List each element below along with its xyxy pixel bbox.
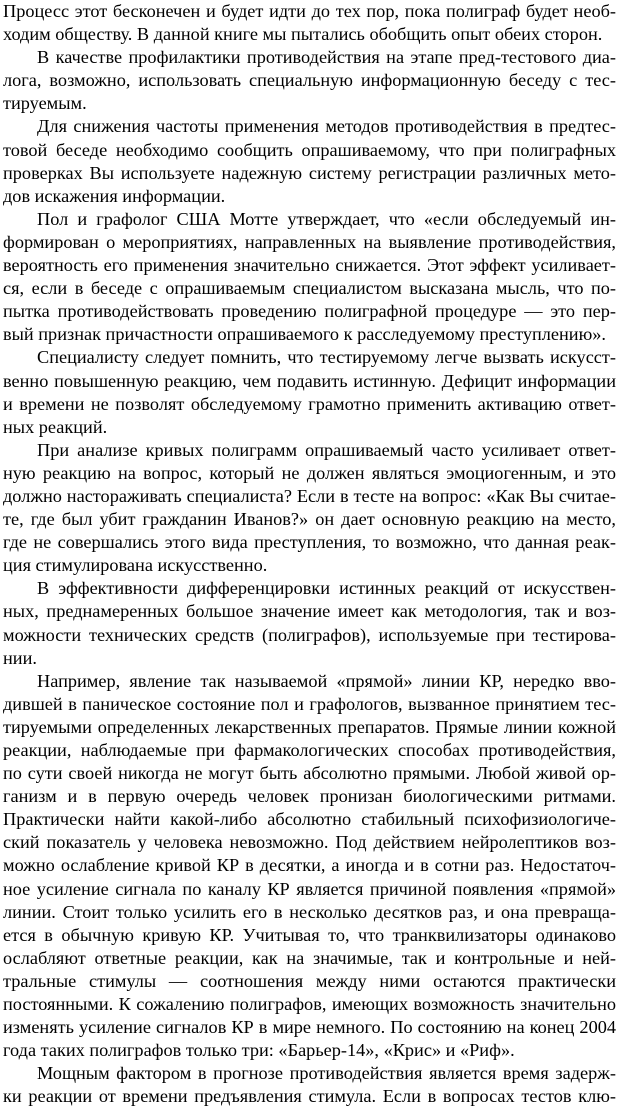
text-line: тируемым. bbox=[3, 93, 87, 114]
text-line: те, где был убит гражданин Иванов?» он дает основную реакцию на место, bbox=[3, 509, 616, 530]
text-line: года таких полиграфов только три: «Барьер-14», «Крис» и «Риф». bbox=[3, 1040, 515, 1061]
text-line: изменять усиление сигналов КР в мире немного. По состоянию на конец 2004 bbox=[3, 1017, 616, 1038]
text-line: Процесс этот бесконечен и будет идти до тех пор, пока полиграф будет необ- bbox=[3, 1, 616, 21]
text-line: линии. Стоит только усилить его в несколько десятков раз, и она превраща- bbox=[3, 901, 616, 922]
text-line: реакции, наблюдаемые при фармакологических способах противодействия, bbox=[3, 740, 616, 760]
text-line: ных реакций. bbox=[3, 416, 108, 437]
text-line: постоянными. К сожалению полиграфов, имеющих возможность значительно bbox=[3, 994, 616, 1015]
text-line: ное усиление сигнала по каналу КР является причиной появления «прямой» bbox=[3, 878, 616, 899]
text-line: Мощным фактором в прогнозе противодействия является время задерж- bbox=[37, 1063, 616, 1084]
text-line: ки реакции от времени предъявления стимула. Если в вопросах тестов клю- bbox=[3, 1086, 616, 1107]
text-line: Для снижения частоты применения методов противодействия в предтес- bbox=[37, 116, 616, 137]
paragraph bbox=[3, 346, 616, 438]
paragraph bbox=[3, 115, 616, 207]
paragraph bbox=[3, 577, 616, 669]
paragraph bbox=[3, 670, 616, 1063]
text-line: должно настораживать специалиста? Если в тесте на вопрос: «Как Вы считае- bbox=[3, 485, 616, 506]
text-line: ослабляют ответные реакции, как на значимые, так и контрольные и ней- bbox=[3, 947, 616, 968]
text-line: Например, явление так называемой «прямой» линии КР, нередко вво- bbox=[37, 670, 616, 691]
text-line: ных, преднамеренных большое значение имеет как методология, так и воз- bbox=[3, 601, 616, 622]
text-line: ходим обществу. В данной книге мы пытались обобщить опыт обеих сторон. bbox=[3, 24, 603, 45]
text-line: пытка противодействовать проведению полиграфной процедуре — это пер- bbox=[3, 301, 616, 322]
text-line: где не совершались этого вида преступления, то возможно, что данная реак- bbox=[3, 532, 616, 553]
text-line: венно повышенную реакцию, чем подавить истинную. Дефицит информации bbox=[3, 370, 616, 391]
text-line: ную реакцию на вопрос, который не должен являться эмоциогенным, и это bbox=[3, 462, 616, 483]
text-line: вероятность его применения значительно снижается. Этот эффект усиливает- bbox=[3, 255, 616, 276]
text-line: Специалисту следует помнить, что тестируемому легче вызвать искусст- bbox=[37, 347, 616, 368]
text-line: товой беседе необходимо сообщить опрашиваемому, что при полиграфных bbox=[3, 139, 616, 160]
text-line: проверках Вы используете надежную систему регистрации различных мето- bbox=[3, 162, 616, 183]
paragraph bbox=[3, 46, 616, 115]
text-line: В эффективности дифференцировки истинных реакций от искусствен- bbox=[37, 578, 616, 599]
text-line: и времени не позволят обследуемому грамотно применить активацию ответ- bbox=[3, 393, 616, 414]
text-line: ский показатель у человека невозможно. Под действием нейролептиков воз- bbox=[3, 832, 616, 853]
text-line: можно ослабление кривой КР в десятки, а иногда и в сотни раз. Недостаточ- bbox=[3, 855, 616, 876]
text-line: дов искажения информации. bbox=[3, 185, 226, 206]
text-line: можности технических средств (полиграфов), используемые при тестирова- bbox=[3, 624, 616, 645]
text-line: лога, возможно, использовать специальную информационную беседу с тес- bbox=[3, 70, 616, 91]
paragraph bbox=[3, 1062, 616, 1108]
text-line: дившей в паническое состояние пол и графологов, вызванное принятием тес- bbox=[3, 693, 616, 714]
text-line: формирован о мероприятиях, направленных на выявление противодействия, bbox=[3, 231, 616, 252]
text-line: вый признак причастности опрашиваемого к расследуемому преступлению». bbox=[3, 324, 606, 345]
text-line: тральные стимулы — соотношения между ними остаются практически bbox=[3, 970, 616, 991]
paragraph bbox=[3, 439, 616, 578]
text-line: нии. bbox=[3, 647, 37, 668]
text-line: ганизм и в первую очередь человек пронизан биологическими ритмами. bbox=[3, 786, 616, 807]
text-line: Практически найти какой-либо абсолютно стабильный психофизиологиче- bbox=[3, 809, 616, 830]
text-line: тируемыми определенных лекарственных препаратов. Прямые линии кожной bbox=[3, 716, 616, 737]
text-line: ся, если в беседе с опрашиваемым специалистом высказана мысль, что по- bbox=[3, 278, 616, 299]
paragraph bbox=[3, 208, 616, 347]
text-line: ется в обычную кривую КР. Учитывая то, что транквилизаторы одинаково bbox=[3, 924, 616, 945]
text-line: ция стимулирована искусственно. bbox=[3, 555, 268, 576]
paragraph bbox=[3, 0, 616, 46]
text-line: Пол и графолог США Мотте утверждает, что «если обследуемый ин- bbox=[37, 208, 616, 229]
text-line: по сути своей никогда не могут быть абсолютно прямыми. Любой живой ор- bbox=[3, 763, 616, 784]
text-line: В качестве профилактики противодействия на этапе пред-тестового диа- bbox=[37, 47, 616, 68]
text-line: При анализе кривых полиграмм опрашиваемый часто усиливает ответ- bbox=[37, 439, 616, 460]
